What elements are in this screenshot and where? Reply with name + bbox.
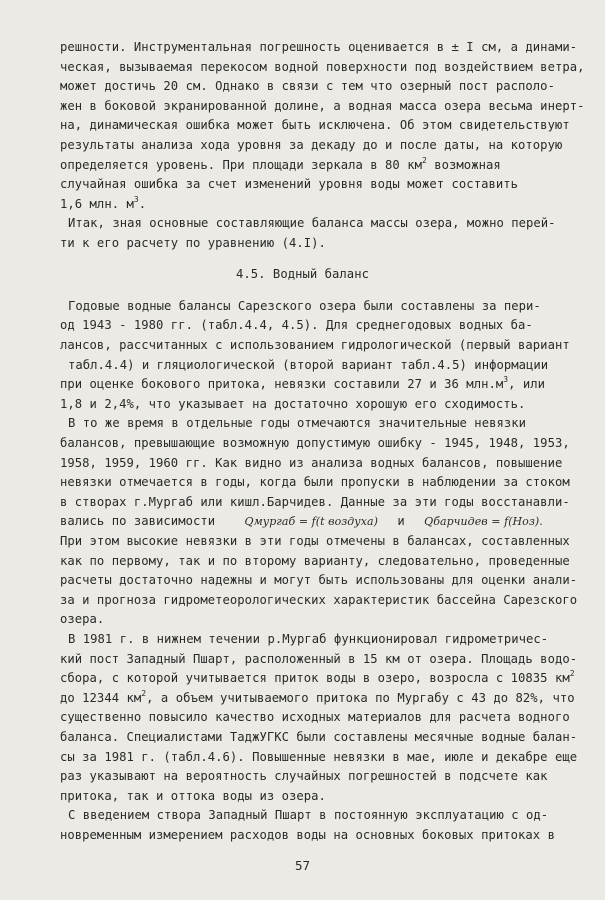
text-line: табл.4.4) и гляциологической (второй вариант табл.4.5) информации [68,357,549,372]
text-line: невязки отмечается в годы, когда были пропуски в наблюдении за стоком [60,475,570,490]
text-line: 1958, 1959, 1960 гг. Как видно из анализа водных балансов, повышение [60,455,563,470]
text-line: балансов, превышающие возможную допустимую ошибку - 1945, 1948, 1953, [60,435,570,450]
text-line: существенно повысило качество исходных материалов для расчета водного [60,710,570,725]
text-fragment: возможная [426,157,501,172]
text-line [60,688,575,705]
page-number: 57 [294,857,311,873]
text-fragment: сбора, с которой учитывается приток воды в озеро, возросла с 10835 км [60,671,570,686]
text-line: При этом высокие невязки в эти годы отмечены в балансах, составленных [60,533,570,548]
text-line [60,377,565,391]
text-line: Годовые водные балансы Сарезского озера были составлены за пери- [68,298,541,313]
text-line: сы за 1981 г. (табл.4.6). Повышенные невязки в мае, июле и декабре еще [60,749,578,764]
section-heading: 4.5. Водный баланс [236,267,369,282]
text-line: как по первому, так и по второму варианту, следовательно, проведенные [60,553,570,568]
text-line: од 1943 - 1980 гг. (табл.4.4, 4.5). Для среднегодовых водных ба- [60,318,533,333]
text-line: С введением створа Западный Пшарт в постоянную эксплуатацию с од- [68,808,549,823]
text-fragment: , а объем учитываемого притока по Мургабу с 43 до 82%, что [146,690,575,705]
text-line [60,194,565,211]
text-line: на, динамическая ошибка может быть исключена. Об этом свидетельствуют [60,118,570,133]
text-line: притока, так и оттока воды из озера. [60,788,326,803]
superscript: 2 [422,155,427,165]
text-line: за и прогноза гидрометеорологических характеристик бассейна Сарезского [60,592,578,607]
text-fragment: при оценке бокового притока, невязки составили 27 и 36 млн.м [60,377,504,392]
text-line: решности. Инструментальная погрешность оценивается в ± I см, а динами- [60,40,578,54]
text-line: ти к его расчету по уравнению (4.I). [60,236,326,250]
text-line: в створах г.Мургаб или кишл.Барчидев. Данные за эти годы восстанавли- [60,494,570,509]
superscript: 3 [133,194,139,204]
formula-and: и [397,514,405,529]
text-line: баланса. Специалистами ТаджУГКС были составлены месячные водные балан- [60,729,578,744]
superscript: 3 [503,375,509,385]
text-fragment: , или [508,377,546,392]
text-line: расчеты достаточно надежны и могут быть использованы для оценки анали- [60,573,578,588]
text-line: ческая, вызываемая перекосом водной поверхности под воздействием ветра, [60,59,585,74]
text-line: кий пост Западный Пшарт, расположенный в 15 км от озера. Площадь водо- [60,651,578,666]
text-fragment: . [138,196,147,211]
text-fragment: определяется уровень. При площади зеркала в 80 км [60,157,422,172]
formula-murgab: Qмургаб = f(t воздуха) [244,515,378,529]
text-line: Итак, зная основные составляющие баланса массы озера, можно перей- [68,216,556,231]
formula-barchidev: Qбарчидев = f(Hоз). [424,515,543,529]
text-line: может достичь 20 см. Однако в связи с тем что озерный пост располо- [60,79,555,94]
text-line: результаты анализа хода уровня за декаду до и после даты, на которую [60,138,563,152]
text-fragment: вались по зависимости [60,514,216,529]
text-fragment: до 12344 км [60,690,142,705]
text-line [60,155,565,172]
superscript: 2 [141,688,147,698]
text-line: 1,8 и 2,4%, что указывает на достаточно хорошую его сходимость. [60,396,526,411]
text-line: жен в боковой экранированной долине, а водная масса озера весьма инерт- [60,98,585,113]
text-line: озера. [60,612,105,627]
text-line: лансов, рассчитанных с использованием гидрологической (первый вариант [60,337,570,352]
text-line: раз указывают на вероятность случайных погрешностей в подсчете как [60,769,548,784]
text-fragment: 1,6 млн. м [60,196,134,211]
text-line [60,514,565,529]
text-line: В 1981 г. в нижнем течении р.Мургаб функционировал гидрометричес- [68,631,549,646]
text-line: новременным измерением расходов воды на основных боковых притоках в [60,827,555,842]
text-line [60,669,575,686]
text-line: В то же время в отдельные годы отмечаются значительные невязки [68,416,527,431]
text-line: случайная ошибка за счет изменений уровня воды может составить [60,177,519,192]
superscript: 2 [569,669,575,679]
